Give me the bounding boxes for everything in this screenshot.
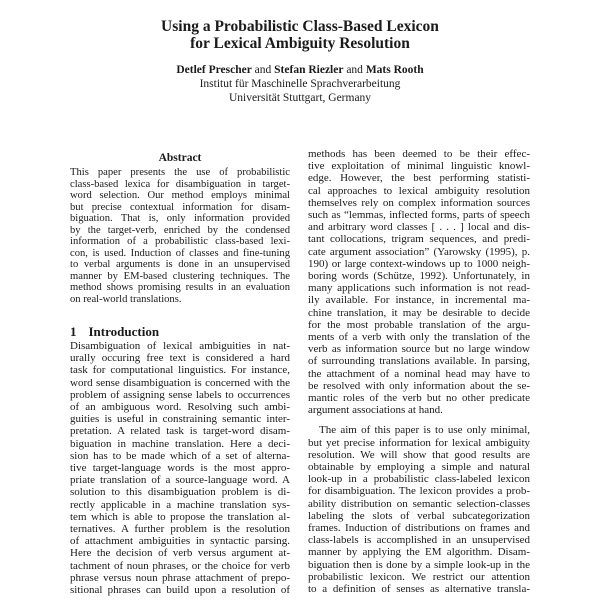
text-line: methods has been deemed to be their effec- bbox=[308, 148, 530, 160]
text-line: class-based lexica for disambiguation in target- bbox=[70, 178, 290, 190]
text-line: for disambiguation. The lexicon provides a prob- bbox=[308, 485, 530, 498]
text-line: cal approaches to lexical ambiguity resolution bbox=[308, 184, 530, 197]
affiliation-university: Universität Stuttgart, Germany bbox=[228, 92, 372, 104]
text-line: ily available. For instance, in incremental ma- bbox=[308, 294, 530, 307]
text-line: obtainable by employing a simple and natural bbox=[308, 461, 530, 473]
text-line: method shows promising results in an evaluation bbox=[70, 282, 290, 293]
text-line: biguation then is done by a simple look-up in the bbox=[308, 558, 530, 571]
text-line: look-up in a probabilistic class-labeled lexicon bbox=[308, 473, 530, 486]
text-line: urally occuring free text is considered a hard bbox=[70, 352, 290, 365]
text-line: manner by applying the EM algorithm. Disam- bbox=[308, 546, 530, 559]
text-line: many applications such information is not read- bbox=[308, 282, 530, 295]
text-line: rectly applicable in a machine translation sys- bbox=[70, 498, 290, 511]
paper-title-line-2: for Lexical Ambiguity Resolution bbox=[190, 35, 410, 52]
author-3: Mats Rooth bbox=[365, 64, 424, 76]
text-line: phrase versus noun phrase attachment of prepo- bbox=[70, 571, 290, 584]
text-line: but yet precise information for lexical ambiguity bbox=[308, 436, 530, 449]
section-title: Introduction bbox=[88, 324, 160, 339]
text-line: word sense disambiguation is concerned with the bbox=[70, 376, 290, 389]
text-line: tem which is able to propose the translation al- bbox=[70, 510, 290, 523]
text-line: tive target-language words is the most appro- bbox=[70, 462, 290, 474]
text-line: boring words (Schütze, 1992). Unfortunately, in bbox=[308, 270, 530, 282]
author-2: Stefan Riezler bbox=[274, 64, 344, 76]
authors bbox=[0, 64, 600, 76]
text-line: of surrounding translations available. In parsing, bbox=[308, 355, 530, 368]
text-line: resolution. We will show that good results are bbox=[308, 448, 530, 461]
text-line: themselves rely on complex information sources bbox=[308, 196, 530, 209]
text-line: priate translation of a source-language word. A bbox=[70, 474, 290, 487]
text-line: of an ambiguous word. Resolving such ambi- bbox=[70, 401, 290, 413]
text-line: biguation in machine translation. Here a deci- bbox=[70, 437, 290, 450]
text-line: to a definition of senses as alternative transla- bbox=[308, 583, 530, 595]
text-line: of attachment ambiguities in syntactic parsing. bbox=[70, 535, 290, 548]
author-1: Detlef Prescher bbox=[176, 64, 252, 76]
text-line: be resolved with only information about the se- bbox=[308, 379, 530, 392]
text-line: labeling the slots of verbal subcategorization bbox=[308, 509, 530, 522]
text-line: manner by EM-based clustering techniques. The bbox=[70, 270, 290, 282]
text-line: on real-world translations. bbox=[70, 293, 182, 305]
abstract-heading: Abstract bbox=[158, 152, 202, 164]
author-separator: and bbox=[254, 64, 272, 76]
text-line: for the most probable translation of the argu- bbox=[308, 318, 530, 331]
text-line: cate argument association” (Yarowsky (1995), p. bbox=[308, 245, 530, 258]
author-separator: and bbox=[346, 64, 363, 76]
text-line: chine translation, it may be desirable to decide bbox=[308, 306, 530, 319]
section-heading-introduction bbox=[70, 324, 159, 340]
text-line: class-labels is accomplished in an unsupervised bbox=[308, 534, 530, 547]
text-line: task for computational linguistics. For instance, bbox=[70, 364, 290, 377]
text-line: ternatives. A further problem is the resolution bbox=[70, 523, 290, 535]
text-line: pretation. A related task is target-word disam- bbox=[70, 425, 290, 438]
text-line: Here the decision of verb versus argument at- bbox=[70, 547, 290, 560]
text-line: tive exploitation of minimal linguistic knowl- bbox=[308, 160, 530, 173]
text-line: word selection. Our method employs minimal bbox=[70, 190, 290, 201]
text-line: by the target-verb, enriched by the condensed bbox=[70, 224, 290, 236]
text-line: guities is useful in constraining semantic inter- bbox=[70, 413, 290, 426]
text-line: but precise contextual information for disam- bbox=[70, 201, 290, 213]
text-line: mantic roles of the verb but no other predicate bbox=[308, 392, 530, 404]
text-line: tachment of noun phrases, or the choice for verb bbox=[70, 559, 290, 572]
affiliation-institute: Institut für Maschinelle Sprachverarbeitung bbox=[199, 78, 401, 90]
text-line: verb as information source but no large window bbox=[308, 343, 530, 356]
text-line: Disambiguation of lexical ambiguities in nat- bbox=[70, 340, 290, 352]
text-line: edge. However, the best performing statisti- bbox=[308, 172, 530, 185]
paper-title-line-1: Using a Probabilistic Class-Based Lexicon bbox=[161, 18, 439, 35]
text-line: con, is used. Induction of classes and fine-tuning bbox=[70, 247, 290, 259]
text-line: the attachment of a nominal head may have to bbox=[308, 367, 530, 380]
text-line: such as “lemmas, inflected forms, parts of speech bbox=[308, 209, 530, 221]
text-line: 190) or large context-windows up to 1000 neigh- bbox=[308, 257, 530, 270]
text-line: problem of assigning sense labels to occurrences bbox=[70, 388, 290, 401]
text-line: ments of a verb with only the translation of the bbox=[308, 331, 530, 343]
text-line: argument associations at hand. bbox=[308, 404, 443, 417]
text-line: This paper presents the use of probabilistic bbox=[70, 167, 290, 178]
text-line: tant collocations, trigram sequences, and predi- bbox=[308, 233, 530, 246]
text-line: ability distribution on semantic selection-classes bbox=[308, 497, 530, 510]
text-line: The aim of this paper is to use only minimal, bbox=[319, 424, 530, 437]
text-line: sion has to be made which of a set of alterna- bbox=[70, 449, 290, 462]
text-line: information of a probabilistic class-based lexi- bbox=[70, 236, 290, 247]
text-line: and arbitrary word classes [ . . . ] local and dis- bbox=[308, 221, 530, 234]
text-line: probabilistic lexicon. We restrict our attention bbox=[308, 570, 530, 583]
section-number: 1 bbox=[70, 324, 77, 339]
text-line: to verbal arguments is done in an unsupervised bbox=[70, 259, 290, 270]
text-line: biguation. That is, only information provided bbox=[70, 213, 290, 224]
text-line: sitional phrases can build upon a resolution of bbox=[70, 584, 290, 596]
text-line: frames. Induction of distributions on frames and bbox=[308, 522, 530, 534]
text-line: solution to this disambiguation problem is di- bbox=[70, 486, 290, 499]
